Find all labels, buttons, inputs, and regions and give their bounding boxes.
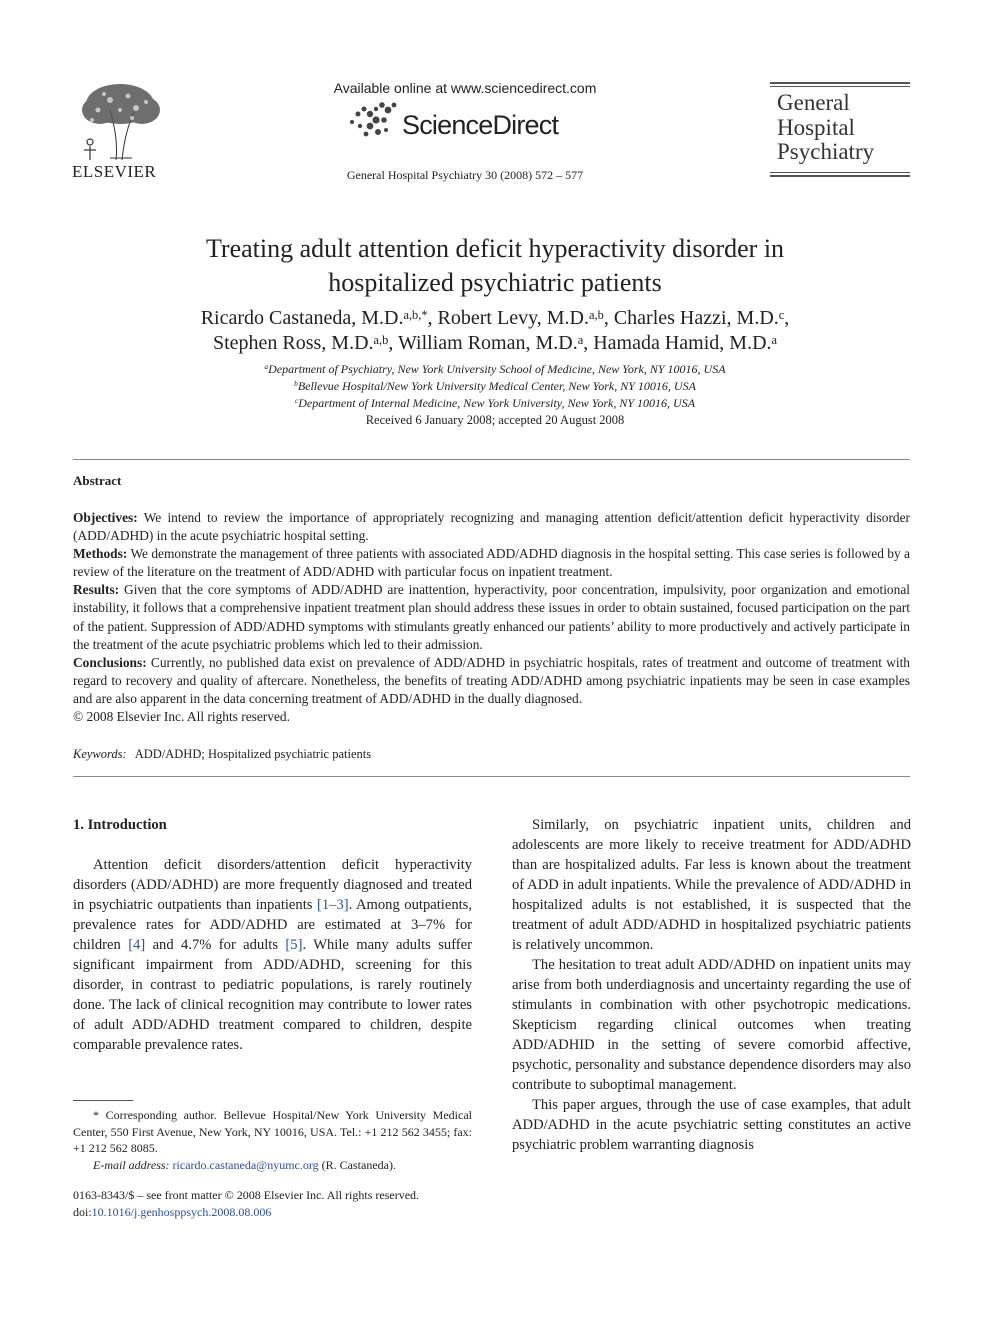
text-run: . Among outpatients, prevalence rates for ADD/ADHD are estimated at 3–7% for children — [73, 897, 472, 953]
affiliation-text: Bellevue Hospital/New York University Medical Center, New York, NY 10016, USA — [297, 379, 696, 393]
abstract-section-label: Objectives: — [73, 510, 138, 525]
abstract-section-text: We demonstrate the management of three patients with associated ADD/ADHD diagnosis in the hospital setting. This case series is followed by a review of the literature on the treatment of ADD/ADHD with particular focus on inpatient treatment. — [73, 546, 910, 580]
abstract-section-label: Conclusions: — [73, 654, 147, 670]
affiliation-mark: c — [294, 396, 299, 405]
author-affiliation-mark: a — [771, 333, 778, 347]
citation-link[interactable]: [1–3] — [316, 897, 349, 913]
affiliation-text: Department of Psychiatry, New York University School of Medicine, New York, NY 10016, USA — [268, 362, 726, 376]
abstract-section-text: We intend to review the importance of appropriately recognizing and managing attention deficit/attention deficit hyperactivity disorder (ADD/ADHD) in the acute psychiatric hospital setting. — [73, 510, 910, 544]
author-affiliation-mark: a — [577, 333, 584, 347]
journal-citation: General Hospital Psychiatry 30 (2008) 572 – 577 — [346, 168, 584, 182]
copyright: © 2008 Elsevier Inc. All rights reserved. — [73, 709, 290, 725]
paragraph — [73, 855, 472, 1055]
citation-link[interactable]: [5] — [285, 937, 303, 953]
affiliation — [120, 378, 870, 395]
abstract-section-label: Results: — [73, 582, 120, 598]
keywords — [73, 747, 371, 762]
text-run: and 4.7% for adults — [145, 937, 286, 953]
journal-title-line: Psychiatry — [777, 139, 875, 164]
email-note — [73, 1157, 472, 1174]
available-online-link[interactable]: Available online at www.sciencedirect.com — [333, 80, 597, 96]
abstract-section-text: Currently, no published data exist on prevalence of ADD/ADHD in psychiatric hospitals, rates of treatment and outcome of treatment with regard to recovery and quality of aftercare. Nonetheless, the benefits of treating ADD/ADHD among psychiatric inpatients may be seen in case examples and are also apparent in the data concerning treatment of ADD/ADHD in the dually diagnosed. — [73, 654, 910, 706]
paragraph: Similarly, on psychiatric inpatient units, children and adolescents are more likely to receive treatment for ADD/ADHD than are hospitalized adults. Far less is known about the treatment of ADD in adult inpatients. While the prevalence of ADD/ADHD in hospitalized adults is not established, it is suspected that the treatment of adult ADD/ADHD in hospitalized psychiatric patients is relatively uncommon. — [512, 817, 911, 953]
author-line: Stephen Ross, M.D.$^{a,b}$, William Roman, M.D.$^a$, Hamada Hamid, M.D.$^a$ — [212, 332, 778, 354]
abstract-section — [73, 545, 910, 581]
text-run: Attention deficit disorders/attention deficit hyperactivity disorders (ADD/ADHD) are more frequently diagnosed and treated in psychiatric outpatients than inpatients — [73, 857, 472, 913]
divider — [73, 459, 910, 460]
affiliation-mark: b — [294, 379, 298, 388]
text-run: . While many adults suffer significant impairment from ADD/ADHD, screening for this disorder, in contrast to pediatric populations, is rarely routinely done. The lack of clinical recognition may contribute to lower rates of adult ADD/ADHD treatment compared to children, despite comparable prevalence rates. — [73, 937, 472, 1053]
author-affiliation-mark: a,b — [373, 333, 389, 347]
author-name: Ricardo Castaneda, M.D. — [200, 307, 404, 329]
right-column — [512, 815, 911, 1155]
email-link[interactable]: ricardo.castaneda@nyumc.org — [172, 1157, 319, 1172]
affiliation-list — [120, 361, 870, 412]
keywords-text: ADD/ADHD; Hospitalized psychiatric patients — [134, 747, 372, 761]
front-matter — [73, 1187, 493, 1221]
affiliation-mark: a — [264, 362, 269, 371]
sciencedirect-wordmark: ScienceDirect — [402, 110, 559, 140]
divider — [73, 776, 910, 777]
abstract-section — [73, 581, 910, 653]
author-affiliation-mark: a,b — [589, 308, 604, 322]
journal-masthead — [770, 82, 910, 179]
author-name: Robert Levy, M.D. — [437, 307, 590, 329]
author-affiliation-mark: c — [778, 308, 785, 322]
email-suffix: (R. Castaneda). — [318, 1157, 396, 1172]
journal-title-line: Hospital — [777, 114, 855, 140]
doi-label: doi: — [73, 1205, 92, 1219]
email-label: E-mail address: — [93, 1157, 170, 1172]
doi-link[interactable]: 10.1016/j.genhosppsych.2008.08.006 — [91, 1205, 272, 1219]
affiliation — [120, 361, 870, 378]
author-line: Ricardo Castaneda, M.D.$^{a,b,*}$, Robert Levy, M.D.$^{a,b}$, Charles Hazzi, M.D.$^c$, — [200, 307, 790, 329]
footnote-rule — [73, 1100, 133, 1101]
paragraph: The hesitation to treat adult ADD/ADHD on inpatient units may arise from both underdiagnosis and uncertainty regarding the use of stimulants in combination with other psychotropic medications. Skepticism regarding clinical outcomes when treating ADD/ADHID in the setting of severe comorbid affective, psychotic, personality and substance dependence disorders may also contribute to suboptimal management. — [512, 957, 911, 1093]
author-name: Stephen Ross, M.D. — [212, 332, 374, 354]
corresponding-author-note: * Corresponding author. Bellevue Hospital/New York University Medical Center, 550 First Avenue, New York, NY 10016, USA. Tel.: +1 212 562 3455; fax: +1 212 562 8085. — [73, 1108, 472, 1155]
article-title — [120, 232, 870, 300]
footnotes — [73, 1107, 472, 1173]
paragraph: This paper argues, through the use of case examples, that adult ADD/ADHD in the acute psychiatric setting constitutes an active psychiatric problem warranting diagnosis — [512, 1097, 911, 1153]
author-name: William Roman, M.D. — [397, 332, 578, 354]
abstract-section-label: Methods: — [73, 546, 128, 562]
masthead-bottom-rule — [770, 172, 910, 177]
citation-link[interactable]: [4] — [128, 937, 146, 953]
left-column — [73, 855, 472, 1055]
doi-line — [73, 1204, 493, 1221]
author-name: Hamada Hamid, M.D. — [593, 332, 772, 354]
abstract-section-text: Given that the core symptoms of ADD/ADHD are inattention, hyperactivity, poor concentration, impulsivity, poor organization and emotional instability, it follows that a comprehensive inpatient treatment plan should address these issues in order to obtain sustained, focused participation on the part of the patient. Suppression of ADD/ADHD symptoms with stimulants greatly enhanced our patients’ ability to more productively and actively participate in the treatment of the acute psychiatric problems which led to their admission. — [73, 582, 910, 652]
section-heading: 1. Introduction — [73, 817, 167, 833]
abstract-body — [73, 509, 910, 726]
abstract-section — [73, 654, 910, 708]
author-name: Charles Hazzi, M.D. — [613, 307, 779, 329]
author-list — [120, 306, 870, 356]
affiliation-text: Department of Internal Medicine, New York University, New York, NY 10016, USA — [298, 396, 696, 410]
title-line: hospitalized psychiatric patients — [328, 268, 662, 297]
abstract-heading: Abstract — [73, 473, 122, 488]
issn-line: 0163-8343/$ – see front matter © 2008 Elsevier Inc. All rights reserved. — [73, 1188, 420, 1202]
affiliation — [120, 395, 870, 412]
masthead-top-rule — [770, 82, 910, 87]
sciencedirect-logo[interactable] — [348, 100, 588, 146]
abstract-section — [73, 509, 910, 545]
author-affiliation-mark: a,b,* — [403, 308, 428, 322]
journal-title-line: General — [777, 90, 850, 115]
journal-title — [777, 91, 874, 165]
title-line: Treating adult attention deficit hyperactivity disorder in — [205, 234, 785, 263]
received-dates: Received 6 January 2008; accepted 20 August 2008 — [365, 413, 625, 427]
sciencedirect-dots-icon — [348, 100, 404, 144]
keywords-label: Keywords: — [73, 747, 127, 761]
publisher-name: ELSEVIER — [72, 162, 157, 181]
